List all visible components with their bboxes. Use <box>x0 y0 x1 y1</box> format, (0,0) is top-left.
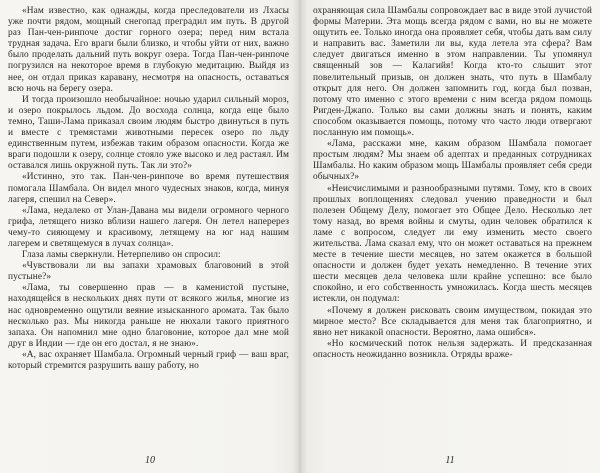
page-left-text <box>8 6 289 372</box>
page-right <box>300 0 600 473</box>
paragraph: «А, вас охраняет Шамбала. Огромный черный гриф — ваш враг, который стремится разрушить вашу работу, но <box>8 349 289 371</box>
page-number: 11 <box>445 455 455 466</box>
page-right-text <box>313 6 592 361</box>
paragraph: «Нам известно, как однажды, когда преследователи из Лхасы уже почти рядом, мощный снегопад преградил им путь. В другой раз Пан-чен-ринпоче достиг горного озера; перед ним встала трудная задача. Его враги были близко, и чтобы уйти от них, важно было проделать дальний путь вокруг озера. Тогда Пан-чен-ринпоче погрузился на некоторое время в глубокую медитацию. Выйдя из нее, он отдал приказ каравану, несмотря на опасность, оставаться всю ночь на берегу озера. <box>8 6 289 94</box>
paragraph: «Чувствовали ли вы запахи храмовых благовоний в этой пустыне?» <box>8 261 289 283</box>
paragraph: И тогда произошло необычайное: ночью ударил сильный мороз, и озеро покрылось льдом. До восхода солнца, когда еще было темно, Таши-Лама приказал своим людям быстро двинуться в путь и вместе с тремястами животными пересек озеро по льду единственным путем, избежав таким образом опасности. Когда же враги подошли к озеру, солнце стояло уже высоко и лед растаял. Им оставался лишь окружной путь. Так ли это?» <box>8 94 289 172</box>
paragraph: «Неисчислимыми и разнообразными путями. Тому, кто в своих прошлых воплощениях следовал учению праведности и был полезен Общему Делу, помогает это Общее Дело. Несколько лет тому назад, во время войны и смуты, один человек обратился к ламе с вопросом, следует ли ему изменить место своего жительства. Лама сказал ему, что он может оставаться на прежнем месте в течение шести месяцев, но затем окажется в большой опасности и должен будет уехать немедленно. В течение этих шести месяцев дела человека шли крайне успешно: все было спокойно, и его собственность умножилась. Когда шесть месяцев истекли, он подумал: <box>313 183 592 305</box>
paragraph: «Лама, недалеко от Улан-Давана мы видели огромного черного грифа, летящего низко вблизи нашего лагеря. Он летел наперерез чему-то сияющему и красивому, летящему на юг над нашим лагерем и светящемуся в лучах солнца». <box>8 205 289 249</box>
paragraph: «Почему я должен рисковать своим имуществом, покидая это мирное место? Все складывается для меня так благоприятно, и явно нет никакой опасности. Вероятно, лама ошибся». <box>313 305 592 338</box>
paragraph: «Лама, расскажи мне, каким образом Шамбала помогает простым людям? Мы знаем об адептах и преданных сотрудниках Шамбалы. Но каким образом мощь Шамбалы проявляет себя среди обычных?» <box>313 139 592 183</box>
paragraph: Глаза ламы сверкнули. Нетерпеливо он спросил: <box>22 250 221 261</box>
paragraph: «Истинно, это так. Пан-чен-ринпоче во время путешествия помогала Шамбала. Он видел много чудесных знаков, когда, минуя лагеря, спешил на Север». <box>8 172 289 205</box>
paragraph: «Лама, ты совершенно прав — в каменистой пустыне, находящейся в нескольких днях пути от всякого жилья, многие из нас одновременно ощутили веяние изысканного аромата. Так было несколько раз. Мы никогда раньше не нюхали такого приятного запаха. Он напомнил мне одно благовоние, которое дал мне мой друг в Индии — где он его достал, я не знаю». <box>8 283 289 349</box>
page-number: 10 <box>145 455 155 466</box>
paragraph: охраняющая сила Шамбалы сопровождает вас в виде этой лучистой формы Материи. Эта мощь всегда рядом с вами, но вы не можете ощутить ее. Только иногда она проявляет себя, чтобы дать вам силу и направить вас. Заметили ли вы, куда летела эта сфера? Вам следует двигаться именно в этом направлении. Ты упомянул священный зов — Калагийя! Когда кто-то слышит этот повелительный призыв, он должен знать, что путь в Шамбалу открыт для него. Он должен запомнить год, когда был позван, потому что именно с этого времени с ним всегда рядом помощь Ригден-Джапо. Только вы сами должны знать и понять, каким способом оказывается помощь, потому что часто люди отвергают посланную им помощь». <box>313 6 592 139</box>
paragraph: «Но космический поток нельзя задержать. И предсказанная опасность неожиданно возникла. Отряды враже- <box>313 338 592 360</box>
